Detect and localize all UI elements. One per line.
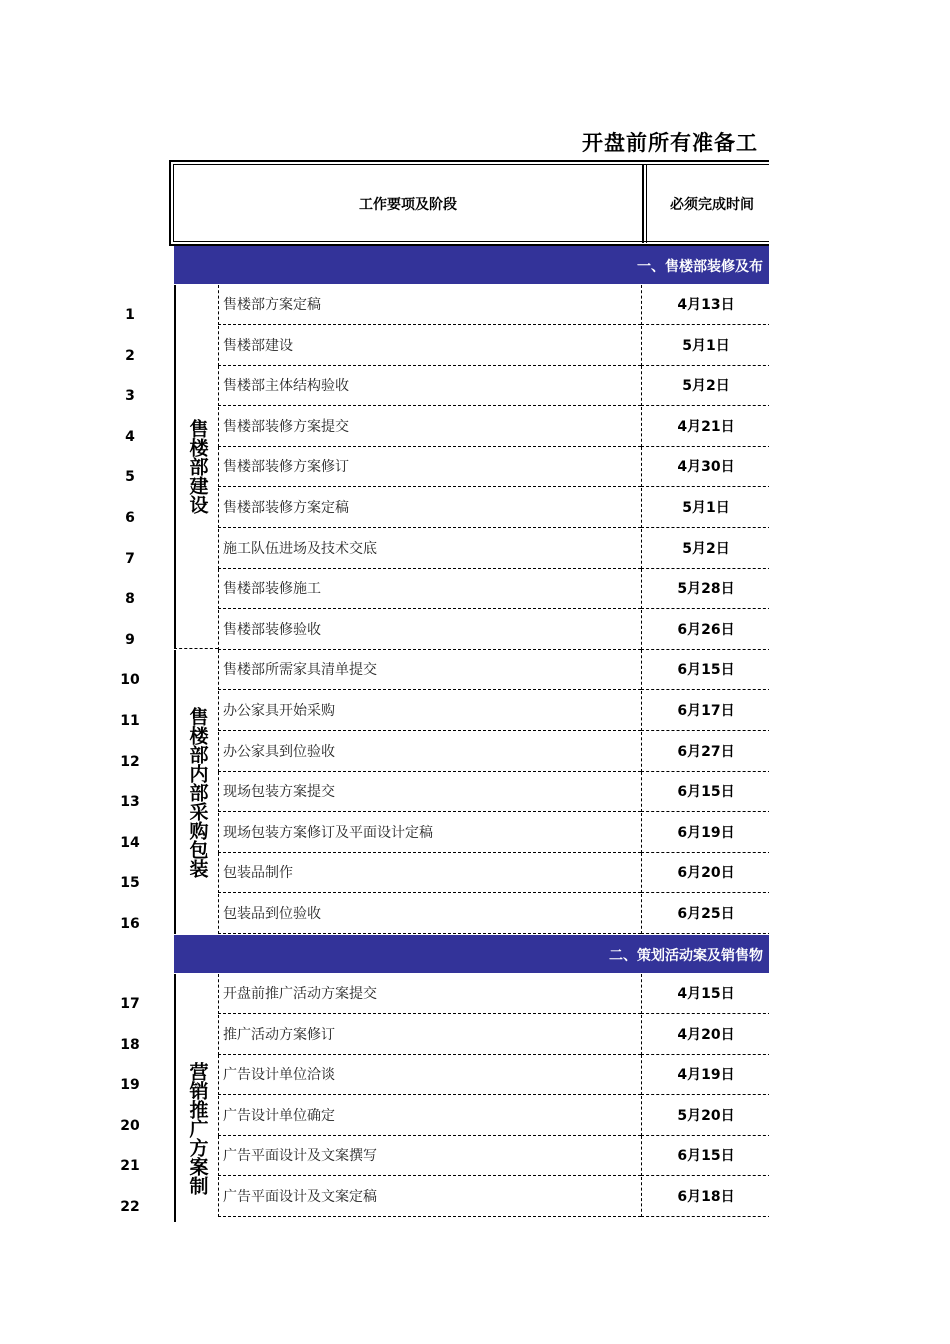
- task-cell: 广告平面设计及文案撰写: [218, 1136, 641, 1176]
- table-row: [169, 894, 769, 934]
- table-row: [169, 853, 769, 893]
- row-number: 19: [120, 1077, 140, 1094]
- task-cell: 包装品到位验收: [218, 894, 641, 934]
- deadline-cell: 4月30日: [641, 447, 769, 487]
- table-row: [169, 326, 769, 366]
- table-row: [169, 447, 769, 487]
- deadline-cell: 5月20日: [641, 1096, 769, 1136]
- deadline-cell: 6月15日: [641, 1136, 769, 1176]
- deadline-cell: 6月26日: [641, 610, 769, 650]
- table-row: [169, 974, 769, 1014]
- task-cell: 售楼部装修施工: [218, 569, 641, 609]
- row-number: 18: [120, 1036, 140, 1053]
- task-cell: 广告设计单位洽谈: [218, 1055, 641, 1095]
- task-cell: 办公家具开始采购: [218, 691, 641, 731]
- task-cell: 售楼部方案定稿: [218, 285, 641, 325]
- deadline-cell: 4月20日: [641, 1015, 769, 1055]
- task-cell: 售楼部装修方案提交: [218, 407, 641, 447]
- task-cell: 售楼部装修验收: [218, 610, 641, 650]
- row-number: 5: [125, 469, 135, 486]
- deadline-cell: 5月2日: [641, 529, 769, 569]
- task-cell: 办公家具到位验收: [218, 732, 641, 772]
- deadline-cell: 4月21日: [641, 407, 769, 447]
- row-number: 20: [120, 1117, 140, 1134]
- table-row: [169, 488, 769, 528]
- row-number: 10: [120, 672, 140, 689]
- table-row: [169, 732, 769, 772]
- section-bar: [174, 935, 769, 973]
- table-row: [169, 569, 769, 609]
- task-cell: 包装品制作: [218, 853, 641, 893]
- row-number: 2: [125, 347, 135, 364]
- section-title: 二、策划活动案及销售物: [609, 948, 763, 964]
- deadline-cell: 6月17日: [641, 691, 769, 731]
- task-cell: 售楼部所需家具清单提交: [218, 650, 641, 690]
- task-cell: 广告平面设计及文案定稿: [218, 1177, 641, 1217]
- row-number: 17: [120, 996, 140, 1012]
- table-row: [169, 1055, 769, 1095]
- table-row: [169, 650, 769, 690]
- group-label: 营销推广方案制: [186, 1062, 209, 1195]
- deadline-cell: 5月2日: [641, 366, 769, 406]
- task-cell: 售楼部建设: [218, 326, 641, 366]
- table-row: [169, 407, 769, 447]
- header-work-items: 工作要项及阶段: [174, 165, 644, 243]
- table-row: [169, 1096, 769, 1136]
- section-bar: [174, 246, 769, 284]
- header-deadline: 必须完成时间: [646, 165, 769, 243]
- row-number: 8: [125, 591, 135, 608]
- row-number: 13: [120, 794, 140, 811]
- deadline-cell: 4月15日: [641, 974, 769, 1014]
- table-row: [169, 285, 769, 325]
- group-label: 售楼部建设: [186, 419, 209, 514]
- row-number: 3: [125, 388, 135, 405]
- task-cell: 售楼部装修方案修订: [218, 447, 641, 487]
- row-number: 9: [125, 631, 135, 648]
- task-cell: 开盘前推广活动方案提交: [218, 974, 641, 1014]
- table-row: [169, 1177, 769, 1217]
- task-cell: 现场包装方案提交: [218, 772, 641, 812]
- deadline-cell: 5月28日: [641, 569, 769, 609]
- row-number: 15: [120, 875, 140, 892]
- deadline-cell: 6月15日: [641, 772, 769, 812]
- table-row: [169, 691, 769, 731]
- row-number: 21: [120, 1158, 140, 1175]
- task-cell: 售楼部主体结构验收: [218, 366, 641, 406]
- task-cell: 推广活动方案修订: [218, 1015, 641, 1055]
- row-number: 16: [120, 916, 140, 932]
- table-row: [169, 529, 769, 569]
- document-title: 开盘前所有准备工: [582, 131, 758, 155]
- row-number: 1: [125, 307, 135, 323]
- deadline-cell: 6月19日: [641, 813, 769, 853]
- table-row: [169, 366, 769, 406]
- deadline-cell: 6月15日: [641, 650, 769, 690]
- task-cell: 广告设计单位确定: [218, 1096, 641, 1136]
- table-row: [169, 813, 769, 853]
- row-number: 7: [125, 550, 135, 567]
- row-number: 14: [120, 834, 140, 851]
- table-row: [169, 1136, 769, 1176]
- row-number: 22: [120, 1199, 140, 1215]
- deadline-cell: 6月18日: [641, 1177, 769, 1217]
- row-number: 12: [120, 753, 140, 770]
- row-number: 6: [125, 510, 135, 526]
- row-number: 4: [125, 428, 135, 445]
- group-label: 售楼部内部采购包装: [186, 706, 209, 878]
- deadline-cell: 5月1日: [641, 326, 769, 366]
- table-row: [169, 610, 769, 650]
- table-row: [169, 1015, 769, 1055]
- deadline-cell: 6月25日: [641, 894, 769, 934]
- table-header: [169, 160, 769, 246]
- schedule-table: [169, 160, 769, 1222]
- deadline-cell: 5月1日: [641, 488, 769, 528]
- deadline-cell: 4月19日: [641, 1055, 769, 1095]
- row-number: 11: [120, 713, 140, 729]
- deadline-cell: 6月20日: [641, 853, 769, 893]
- deadline-cell: 4月13日: [641, 285, 769, 325]
- table-row: [169, 772, 769, 812]
- task-cell: 售楼部装修方案定稿: [218, 488, 641, 528]
- task-cell: 施工队伍进场及技术交底: [218, 529, 641, 569]
- task-cell: 现场包装方案修订及平面设计定稿: [218, 813, 641, 853]
- deadline-cell: 6月27日: [641, 732, 769, 772]
- section-title: 一、售楼部装修及布: [637, 259, 763, 275]
